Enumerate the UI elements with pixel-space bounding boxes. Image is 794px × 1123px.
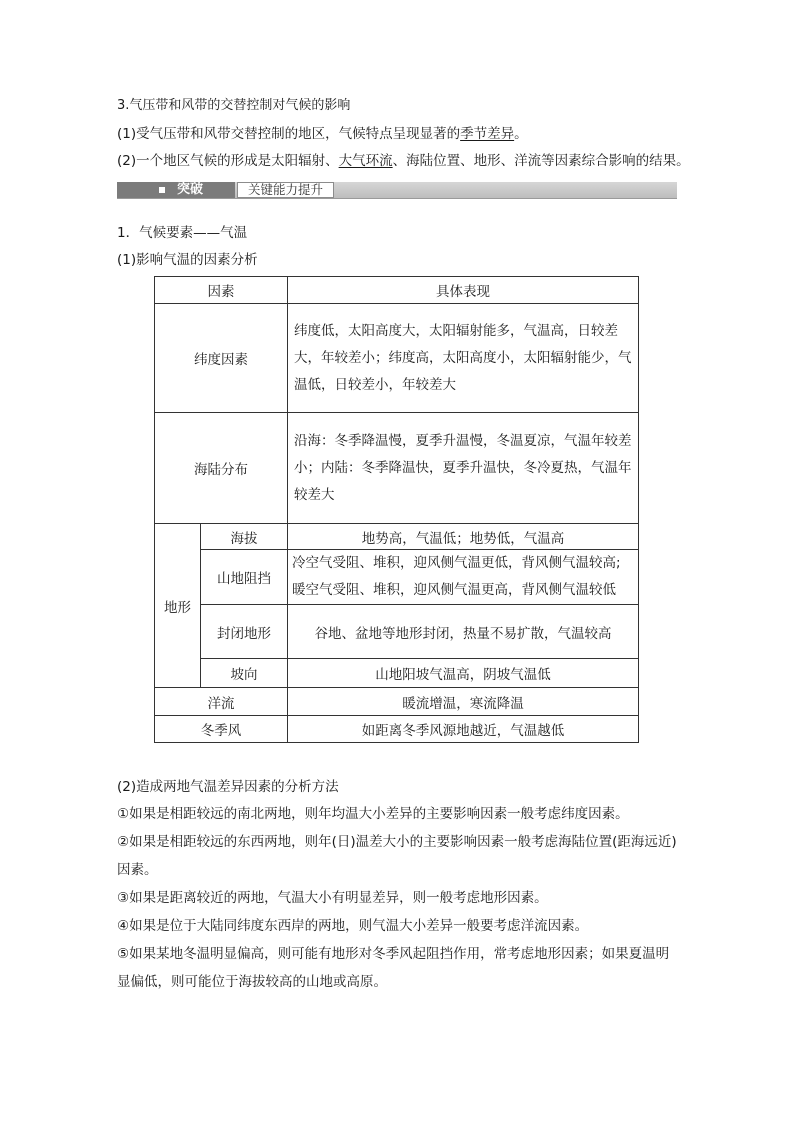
header-factor: 因素	[155, 277, 288, 304]
table-row-landsea	[155, 413, 639, 524]
blocking-detail-line-1: 冷空气受阻、堆积，迎风侧气温更低，背风侧气温较高;	[292, 555, 621, 571]
banner-tag	[117, 182, 235, 198]
table-row-altitude	[155, 524, 639, 550]
landsea-detail: 沿海：冬季降温慢，夏季升温慢，冬温夏凉，气温年较差小；内陆：冬季降温快，夏季升温快，冬冷夏热，气温年较差大	[288, 413, 639, 524]
section-title: 1．气候要素——气温	[117, 225, 248, 241]
intro-line-1	[117, 125, 528, 143]
methods-title: (2)造成两地气温差异因素的分析方法	[117, 779, 339, 795]
closed-detail: 谷地、盆地等地形封闭，热量不易扩散，气温较高	[288, 605, 639, 659]
methods-item-4: ④如果是位于大陆同纬度东西岸的两地，则气温大小差异一般要考虑洋流因素。	[117, 918, 589, 934]
latitude-label: 纬度因素	[155, 304, 288, 413]
banner-tag-label: 突破	[177, 182, 204, 197]
table-row-current	[155, 688, 639, 716]
methods-item-2: ②如果是相距较远的东西两地，则年(日)温差大小的主要影响因素一般考虑海陆位置(距海远近)因素。	[117, 834, 677, 878]
terrain-label: 地形	[155, 524, 201, 688]
intro-line-2-suffix: 、海陆位置、地形、洋流等因素综合影响的结果。	[392, 153, 690, 169]
intro-heading: 3.气压带和风带的交替控制对气候的影响	[117, 98, 351, 113]
blocking-detail-line-2: 暖空气受阻、堆积，迎风侧气温更高，背风侧气温较低	[292, 582, 616, 598]
section-subtitle: (1)影响气温的因素分析	[117, 252, 258, 268]
intro-line-2-underlined: 大气环流	[338, 153, 393, 169]
banner-subtitle: 关键能力提升	[237, 182, 334, 198]
table-row-slope	[155, 659, 639, 688]
intro-line-1-underlined: 季节差异	[460, 126, 515, 142]
landsea-label: 海陆分布	[155, 413, 288, 524]
blocking-detail	[288, 550, 639, 605]
methods-item-3: ③如果是距离较近的两地，气温大小有明显差异，则一般考虑地形因素。	[117, 890, 548, 906]
table-row-latitude	[155, 304, 639, 413]
altitude-label: 海拔	[201, 524, 288, 550]
monsoon-label: 冬季风	[155, 716, 288, 743]
intro-line-1-suffix: 。	[514, 126, 528, 142]
table-header-row	[155, 277, 639, 304]
header-detail: 具体表现	[288, 277, 639, 304]
section-banner	[117, 182, 677, 200]
blocking-label: 山地阻挡	[201, 550, 288, 605]
closed-label: 封闭地形	[201, 605, 288, 659]
table-row-monsoon	[155, 716, 639, 743]
table-row-blocking	[155, 550, 639, 605]
intro-line-2	[117, 152, 690, 170]
square-bullet-icon	[159, 187, 165, 193]
methods-item-5: ⑤如果某地冬温明显偏高，则可能有地形对冬季风起阻挡作用，常考虑地形因素；如果夏温明显偏低，则可能位于海拔较高的山地或高原。	[117, 946, 670, 990]
latitude-detail: 纬度低，太阳高度大，太阳辐射能多，气温高，日较差大，年较差小；纬度高，太阳高度小，太阳辐射能少，气温低，日较差小，年较差大	[288, 304, 639, 413]
intro-line-2-prefix: (2)一个地区气候的形成是太阳辐射、	[117, 153, 339, 169]
monsoon-detail: 如距离冬季风源地越近，气温越低	[288, 716, 639, 743]
slope-detail: 山地阳坡气温高，阴坡气温低	[288, 659, 639, 688]
slope-label: 坡向	[201, 659, 288, 688]
temperature-factors-table	[154, 276, 639, 743]
table-row-closed	[155, 605, 639, 659]
current-label: 洋流	[155, 688, 288, 716]
current-detail: 暖流增温，寒流降温	[288, 688, 639, 716]
intro-line-1-prefix: (1)受气压带和风带交替控制的地区，气候特点呈现显著的	[117, 126, 461, 142]
methods-item-1: ①如果是相距较远的南北两地，则年均温大小差异的主要影响因素一般考虑纬度因素。	[117, 806, 629, 822]
altitude-detail: 地势高，气温低；地势低，气温高	[288, 524, 639, 550]
